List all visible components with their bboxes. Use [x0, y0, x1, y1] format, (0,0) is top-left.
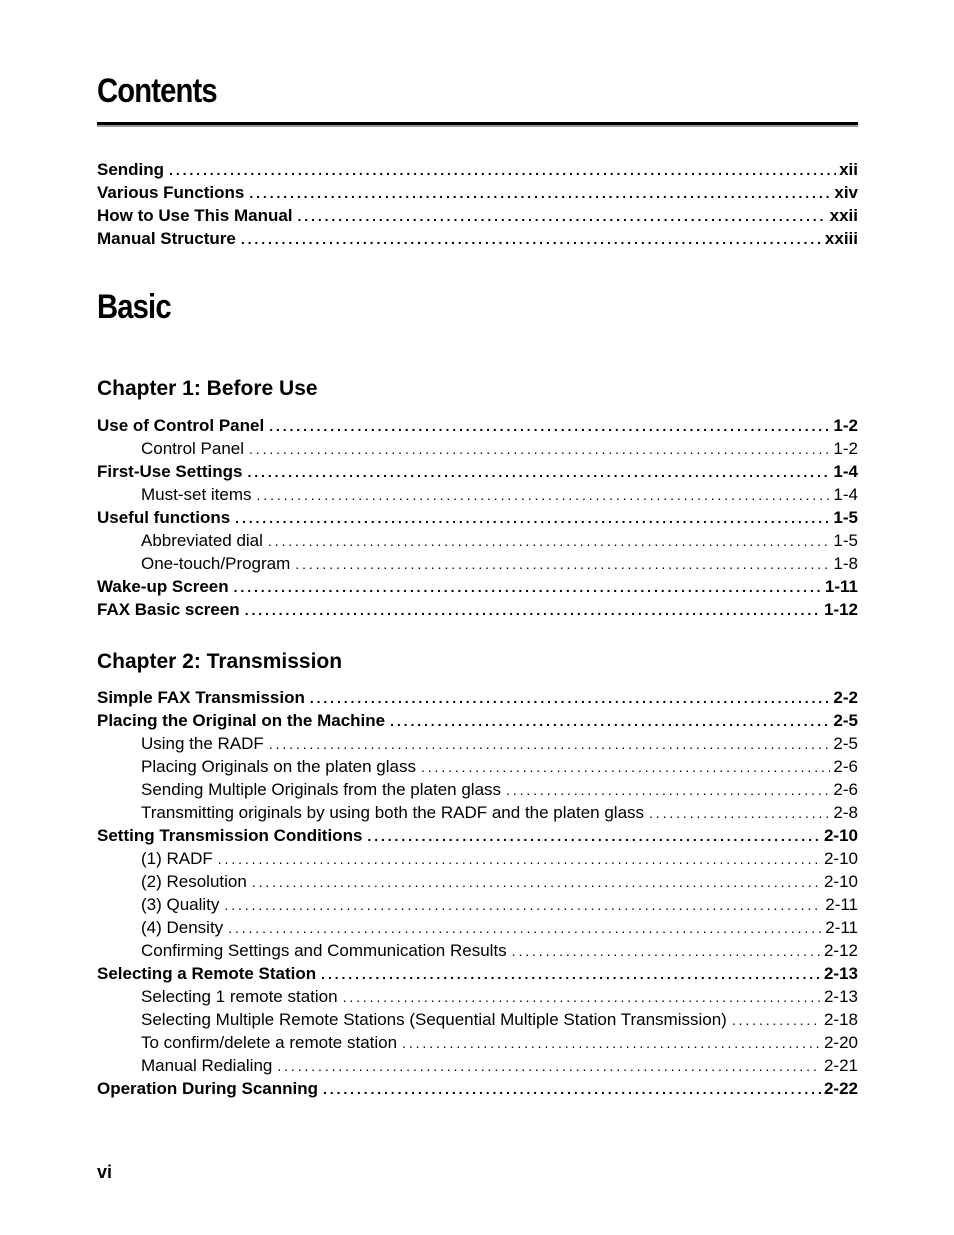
toc-entry-title: Control Panel — [141, 439, 245, 458]
toc-dot-leader — [390, 710, 830, 733]
toc-dot-leader — [249, 182, 831, 205]
toc-dot-leader — [421, 756, 830, 779]
toc-entry-title: Manual Redialing — [141, 1056, 273, 1075]
toc-entry-title: Abbreviated dial — [141, 531, 263, 550]
toc-dot-leader — [169, 159, 836, 182]
toc-entry[interactable] — [97, 824, 858, 847]
toc-entry-page: 1-4 — [833, 485, 858, 504]
toc-entry[interactable] — [97, 732, 858, 755]
toc-dot-leader — [343, 986, 821, 1009]
toc-entry-title: Wake-up Screen — [97, 577, 229, 596]
toc-entry-page: 2-18 — [823, 1010, 858, 1029]
toc-entry[interactable] — [97, 870, 858, 893]
toc-entry[interactable] — [97, 437, 858, 460]
toc-dot-leader — [235, 507, 830, 530]
toc-entry[interactable] — [97, 755, 858, 778]
toc-entry-page: 2-11 — [825, 918, 858, 937]
toc-entry-title: Setting Transmission Conditions — [97, 826, 363, 845]
toc-entry[interactable] — [97, 686, 858, 709]
toc-entry-title: Confirming Settings and Communication Results — [141, 941, 507, 960]
toc-entry-title: To confirm/delete a remote station — [141, 1033, 398, 1052]
toc-entry[interactable] — [97, 414, 858, 437]
toc-entry[interactable] — [97, 1054, 858, 1077]
toc-dot-leader — [268, 530, 831, 553]
toc-entry[interactable] — [97, 847, 858, 870]
toc-entry[interactable] — [97, 181, 858, 204]
toc-entry[interactable] — [97, 801, 858, 824]
toc-dot-leader — [269, 415, 830, 438]
toc-entry-page: 2-12 — [823, 941, 858, 960]
toc-entry-page: 2-8 — [833, 803, 858, 822]
toc-entry-page: 2-5 — [833, 711, 858, 730]
toc-entry[interactable] — [97, 939, 858, 962]
toc-entry-title: How to Use This Manual — [97, 206, 293, 225]
toc-entry[interactable] — [97, 460, 858, 483]
toc-dot-leader — [506, 779, 830, 802]
toc-entry-page: 2-20 — [823, 1033, 858, 1052]
toc-entry-title: Selecting Multiple Remote Stations (Sequential Multiple Station Transmission) — [141, 1010, 727, 1029]
toc-dot-leader — [649, 802, 830, 825]
toc-dot-leader — [218, 848, 821, 871]
toc-entry-page: 2-2 — [833, 688, 858, 707]
toc-entry-page: 2-6 — [833, 780, 858, 799]
toc-entry-page: 1-12 — [823, 600, 858, 619]
toc-entry[interactable] — [97, 158, 858, 181]
toc-entry-page: xiv — [834, 183, 858, 202]
contents-heading: Contents — [97, 72, 217, 110]
toc-entry[interactable] — [97, 204, 858, 227]
toc-entry-title: FAX Basic screen — [97, 600, 240, 619]
toc-dot-leader — [241, 228, 822, 251]
toc-entry-title: (2) Resolution — [141, 872, 247, 891]
toc-entry-page: xii — [839, 160, 858, 179]
toc-entry-page: 1-2 — [833, 416, 858, 435]
toc-entry-page: 2-10 — [823, 872, 858, 891]
toc-entry[interactable] — [97, 575, 858, 598]
toc-dot-leader — [277, 1055, 821, 1078]
chapter-1-heading: Chapter 1: Before Use — [97, 377, 318, 400]
toc-entry-title: Must-set items — [141, 485, 252, 504]
toc-entry[interactable] — [97, 506, 858, 529]
toc-intro-list — [97, 158, 858, 250]
toc-entry-page: 2-13 — [823, 987, 858, 1006]
toc-entry[interactable] — [97, 916, 858, 939]
toc-entry-title: Useful functions — [97, 508, 231, 527]
toc-dot-leader — [323, 1078, 821, 1101]
toc-entry-page: 2-21 — [823, 1056, 858, 1075]
toc-entry[interactable] — [97, 1008, 858, 1031]
toc-dot-leader — [310, 687, 831, 710]
toc-entry-page: 2-10 — [823, 826, 858, 845]
toc-dot-leader — [245, 599, 821, 622]
toc-entry-title: Use of Control Panel — [97, 416, 265, 435]
toc-entry-title: Selecting 1 remote station — [141, 987, 338, 1006]
toc-entry-title: Sending — [97, 160, 165, 179]
toc-dot-leader — [402, 1032, 821, 1055]
heading-rule-shadow — [97, 125, 858, 127]
toc-entry-title: Sending Multiple Originals from the platen glass — [141, 780, 502, 799]
toc-entry-page: xxii — [829, 206, 858, 225]
toc-dot-leader — [257, 484, 831, 507]
chapter-2-heading: Chapter 2: Transmission — [97, 650, 343, 673]
toc-entry-title: Operation During Scanning — [97, 1079, 319, 1098]
toc-entry-title: Using the RADF — [141, 734, 264, 753]
toc-entry-page: 2-11 — [825, 895, 858, 914]
toc-dot-leader — [269, 733, 831, 756]
toc-entry[interactable] — [97, 962, 858, 985]
toc-dot-leader — [228, 917, 822, 940]
toc-entry-page: 1-5 — [833, 508, 858, 527]
toc-entry-title: One-touch/Program — [141, 554, 291, 573]
toc-entry[interactable] — [97, 529, 858, 552]
toc-entry-title: First-Use Settings — [97, 462, 243, 481]
toc-entry-page: 2-6 — [833, 757, 858, 776]
basic-heading: Basic — [97, 288, 171, 326]
toc-chapter-2-list — [97, 686, 858, 1100]
toc-entry[interactable] — [97, 552, 858, 575]
toc-entry[interactable] — [97, 985, 858, 1008]
toc-entry-title: (3) Quality — [141, 895, 220, 914]
toc-entry[interactable] — [97, 893, 858, 916]
toc-entry-title: Manual Structure — [97, 229, 236, 248]
toc-entry-title: Simple FAX Transmission — [97, 688, 305, 707]
toc-entry-page: 2-22 — [823, 1079, 858, 1098]
toc-entry-page: 2-13 — [823, 964, 858, 983]
toc-entry-title: Selecting a Remote Station — [97, 964, 317, 983]
toc-entry-title: Placing the Original on the Machine — [97, 711, 386, 730]
toc-dot-leader — [321, 963, 821, 986]
toc-entry-title: Transmitting originals by using both the RADF and the platen glass — [141, 803, 645, 822]
toc-entry-page: 2-10 — [823, 849, 858, 868]
toc-entry-title: (4) Density — [141, 918, 224, 937]
toc-entry-page: 1-2 — [833, 439, 858, 458]
toc-entry[interactable] — [97, 1031, 858, 1054]
toc-dot-leader — [234, 576, 822, 599]
page-number: vi — [97, 1162, 113, 1182]
toc-dot-leader — [295, 553, 830, 576]
toc-entry[interactable] — [97, 1077, 858, 1100]
toc-dot-leader — [224, 894, 822, 917]
toc-entry-page: 1-4 — [833, 462, 858, 481]
toc-entry[interactable] — [97, 709, 858, 732]
toc-entry-page: 1-11 — [824, 577, 858, 596]
toc-entry[interactable] — [97, 598, 858, 621]
toc-entry-page: 2-5 — [833, 734, 858, 753]
toc-dot-leader — [298, 205, 827, 228]
toc-dot-leader — [732, 1009, 821, 1032]
toc-entry-title: Various Functions — [97, 183, 245, 202]
toc-entry-page: 1-5 — [833, 531, 858, 550]
toc-dot-leader — [252, 871, 821, 894]
toc-dot-leader — [247, 461, 830, 484]
toc-dot-leader — [367, 825, 821, 848]
toc-dot-leader — [512, 940, 821, 963]
toc-entry-title: (1) RADF — [141, 849, 213, 868]
toc-dot-leader — [249, 438, 830, 461]
toc-entry[interactable] — [97, 483, 858, 506]
toc-entry-page: xxiii — [824, 229, 858, 248]
toc-entry[interactable] — [97, 227, 858, 250]
toc-entry[interactable] — [97, 778, 858, 801]
toc-entry-page: 1-8 — [833, 554, 858, 573]
toc-chapter-1-list — [97, 414, 858, 621]
toc-entry-title: Placing Originals on the platen glass — [141, 757, 416, 776]
